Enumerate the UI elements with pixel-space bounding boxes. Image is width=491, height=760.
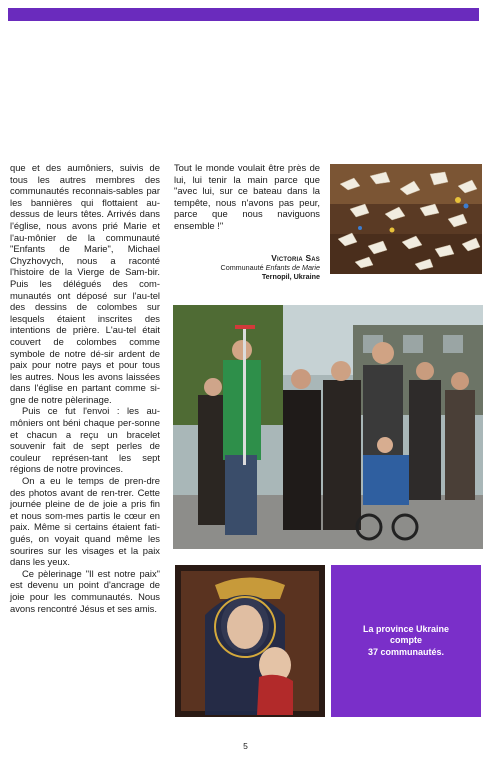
article-middle-column	[174, 162, 320, 232]
left-paragraph-3: On a eu le temps de pren-dre des photos avant de ren-trer. Cette journée pleine de de joie a pris fin et nous som-mes partis le cœur en paix. Même si certains étaient fati-gués, on voyait quand même les sourires sur les visages et la paix dans les yeux.	[10, 475, 160, 568]
procession-photo	[173, 305, 483, 549]
virgin-sambir-icon-photo	[175, 565, 325, 717]
middle-paragraph-1: Tout le monde voulait être près de lui, lui tenir la main parce que "avec lui, sur ce bateau dans la tempête, nous n'avons pas peur, parce que nous naviguons ensemble !"	[174, 162, 320, 231]
article-left-column	[10, 162, 160, 614]
left-paragraph-4: Ce pèlerinage "Il est notre paix" est devenu un point d'ancrage de joie pour les communautés. Nous avons rencontré Jésus et ses amis.	[10, 567, 160, 614]
left-paragraph-1: que et des aumôniers, suivis de tous les autres membres des communautés reconnais-sables par les bannières qui flottaient au-dessus de leurs têtes. Arrivés dans l'église, nous avons prié Marie et l'au-mônier de la communauté "Enfants de Marie", Michael Chyzhovych, nous a raconté l'histoire de la Vierge de Sam-bir. Puis les délégués des com-munautés ont déposé sur l'au-tel des dessins de colombes sur lesquels étaient inscrites des intentions de prière. L'au-tel était couvert de colombes comme symbole de notre dé-sir ardent de paix pour notre pays et pour tous les autres. Nous les avons laissées dans l'église en partant comme si-gne de notre pèlerinage.	[10, 162, 160, 405]
page-number: 5	[243, 741, 248, 751]
left-paragraph-2: Puis ce fut l'envoi : les au-môniers ont béni chaque per-sonne et chacun a reçu un bracelet souvenir fait de sept perles de couleur représen-tant les sept régions de notre provinces.	[10, 405, 160, 475]
author-community-prefix: Communauté	[220, 263, 266, 272]
header-color-bar	[8, 8, 479, 21]
author-signature	[174, 254, 320, 281]
province-info-line-3: 37 communautés.	[367, 646, 444, 657]
province-info-box	[331, 565, 481, 717]
author-community-name: Enfants de Marie	[265, 263, 320, 272]
author-community	[174, 263, 320, 272]
author-location: Ternopil, Ukraine	[261, 272, 320, 281]
author-name: Victoria Sas	[271, 253, 320, 263]
doves-altar-photo	[330, 164, 482, 274]
province-info-line-1: La province Ukraine	[362, 623, 450, 634]
province-info-line-2: compte	[389, 635, 422, 646]
